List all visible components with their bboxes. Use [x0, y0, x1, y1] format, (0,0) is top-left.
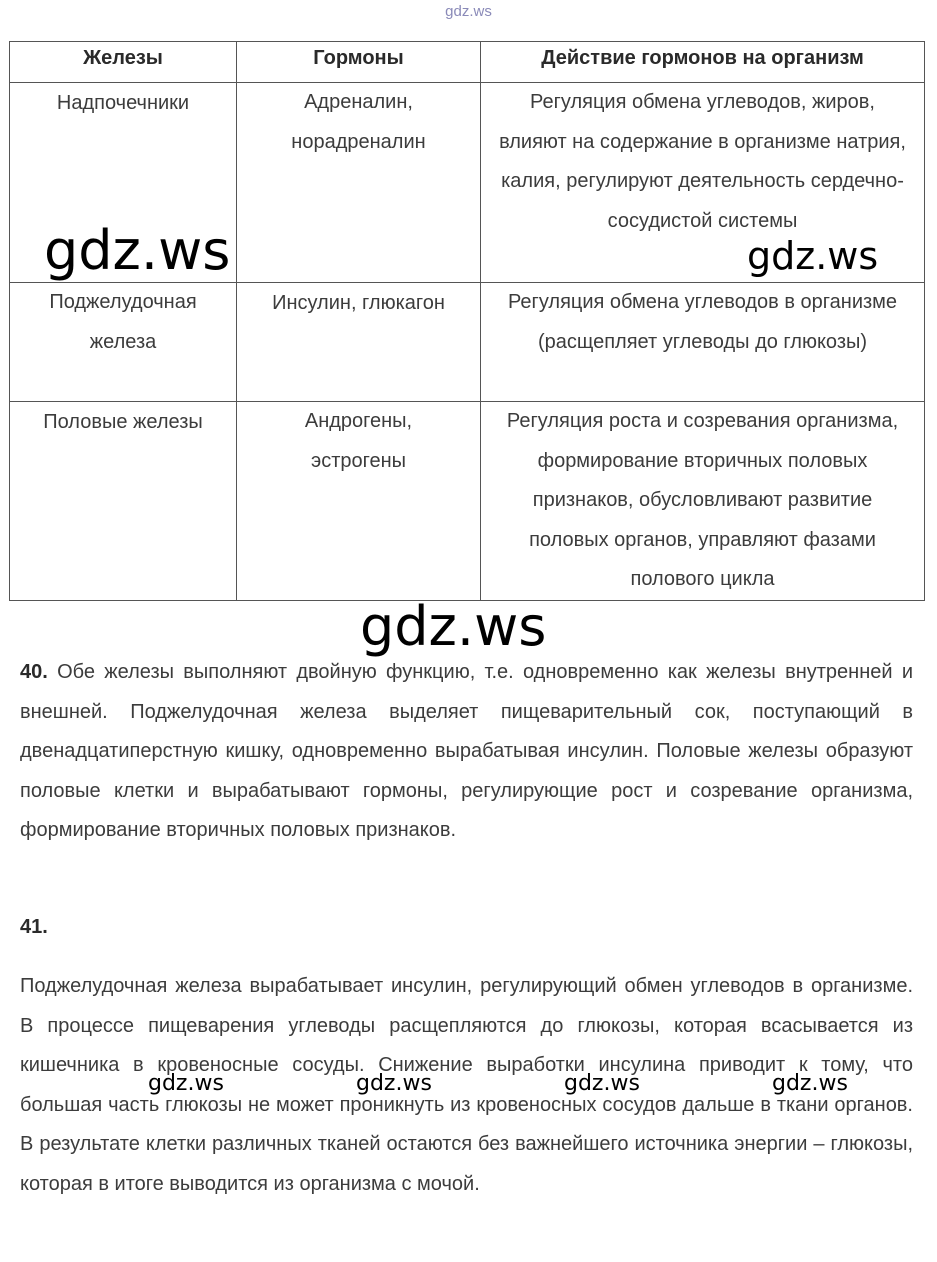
answer-text: Поджелудочная железа вырабатывает инсулин, регулирующий обмен углеводов в организме. В процессе пищеварения углеводы расщепляются до глюкозы, которая всасывается из кишечника в кровеносные сосуды. Снижение выработки инсулина приводит к тому, что большая часть глюкозы не может проникнуть из кровеносных сосудов дальше в ткани органов. В результате клетки различных тканей остаются без важнейшего источника энергии – глюкозы, которая в итоге выводится из организма с мочой. [20, 975, 913, 1195]
cell-action: Регуляция обмена углеводов, жиров, влияют на содержание в организме натрия, калия, регулируют деятельность сердечно-сосудистой системы [481, 83, 925, 283]
answer-text: Обе железы выполняют двойную функцию, т.е. одновременно как железы внутренней и внешней. Поджелудочная железа выделяет пищеварительный сок, поступающий в двенадцатиперстную кишку, одновременно вырабатывая инсулин. Половые железы образуют половые клетки и вырабатывают гормоны, регулирующие рост и созревание организма, формирование вторичных половых признаков. [20, 661, 913, 842]
watermark: gdz.ws [564, 1071, 640, 1096]
watermark: gdz.ws [360, 595, 547, 658]
cell-hormones: Адреналин, норадреналин [237, 83, 481, 283]
answer-40 [20, 653, 913, 851]
watermark: gdz.ws [148, 1071, 224, 1096]
cell-hormones: Андрогены, эстрогены [237, 402, 481, 601]
watermark: gdz.ws [772, 1071, 848, 1096]
table-row [10, 283, 925, 402]
header-action: Действие гормонов на организм [481, 42, 925, 83]
cell-gland: Надпочечники [10, 83, 237, 283]
table-row [10, 402, 925, 601]
table-header-row [10, 42, 925, 83]
cell-action: Регуляция обмена углеводов в организме (расщепляет углеводы до глюкозы) [481, 283, 925, 402]
cell-hormones: Инсулин, глюкагон [237, 283, 481, 402]
answer-number: 41. [20, 916, 48, 938]
watermark: gdz.ws [356, 1071, 432, 1096]
cell-gland: Половые железы [10, 402, 237, 601]
answer-number: 40. [20, 661, 48, 683]
watermark: gdz.ws [747, 234, 879, 278]
header-glands: Железы [10, 42, 237, 83]
header-hormones: Гормоны [237, 42, 481, 83]
hormones-table [9, 41, 925, 601]
cell-action: Регуляция роста и созревания организма, формирование вторичных половых признаков, обусловливают развитие половых органов, управляют фазами полового цикла [481, 402, 925, 601]
watermark-top: gdz.ws [445, 3, 492, 20]
cell-gland: Поджелудочная железа [10, 283, 237, 402]
watermark: gdz.ws [44, 219, 231, 282]
